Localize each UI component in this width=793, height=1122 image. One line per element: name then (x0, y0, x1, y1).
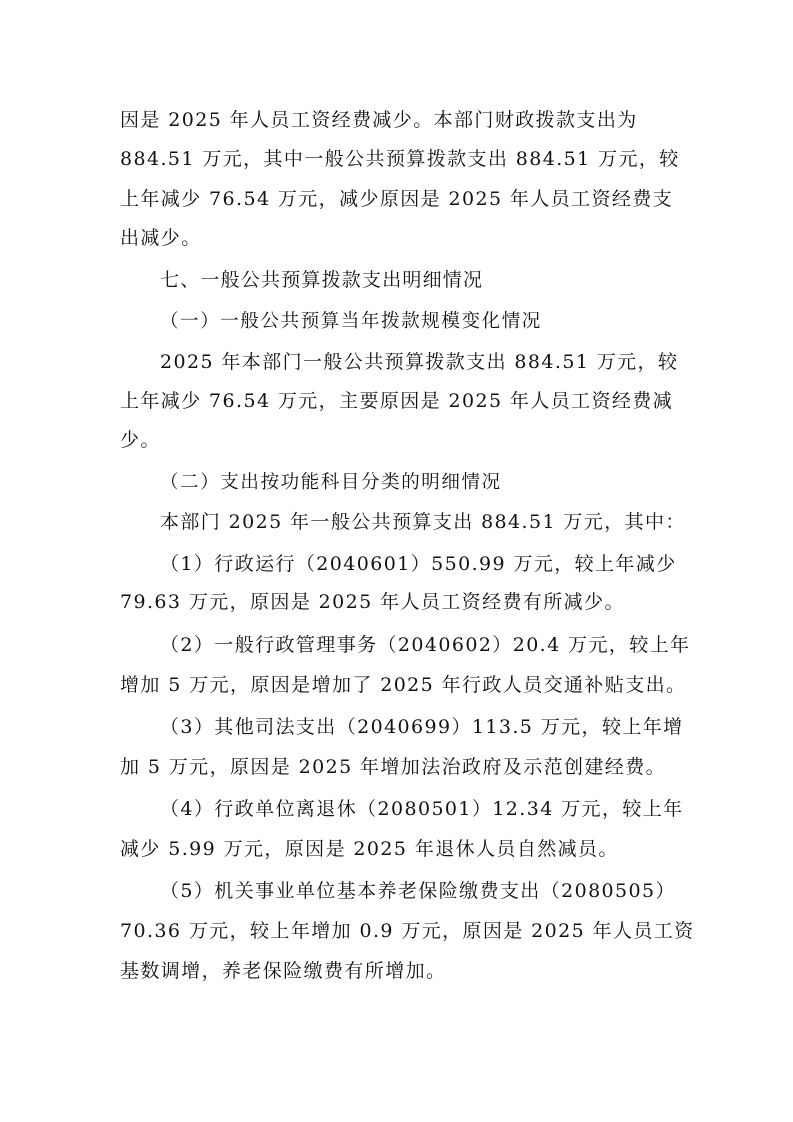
paragraph-line: 上年减少 76.54 万元，减少原因是 2025 年人员工资经费支 (120, 188, 674, 210)
section-heading: 七、一般公共预算拨款支出明细情况 (160, 269, 484, 291)
paragraph-line: 2025 年本部门一般公共预算拨款支出 884.51 万元，较 (160, 351, 679, 373)
paragraph-line: 上年减少 76.54 万元，主要原因是 2025 年人员工资经费减 (120, 390, 674, 412)
list-item-line: 基数调增，养老保险缴费有所增加。 (120, 960, 447, 982)
paragraph-line: 884.51 万元，其中一般公共预算拨款支出 884.51 万元，较 (120, 148, 680, 170)
list-item-line: 79.63 万元，原因是 2025 年人员工资经费有所减少。 (120, 591, 625, 613)
list-item-line: （4）行政单位离退休（2080501）12.34 万元，较上年 (160, 798, 684, 820)
list-item-line: （3）其他司法支出（2040699）113.5 万元，较上年增 (160, 716, 684, 738)
list-item-line: （2）一般行政管理事务（2040602）20.4 万元，较上年 (160, 634, 691, 656)
subsection-heading: （二）支出按功能科目分类的明细情况 (160, 472, 502, 493)
list-item-line: （5）机关事业单位基本养老保险缴费支出（2080505） (160, 880, 676, 902)
subsection-heading: （一）一般公共预算当年拨款规模变化情况 (160, 311, 542, 332)
list-item-line: 减少 5.99 万元，原因是 2025 年退休人员自然减员。 (120, 838, 619, 860)
list-item-line: 70.36 万元，较上年增加 0.9 万元，原因是 2025 年人员工资 (120, 920, 695, 942)
paragraph-line: 本部门 2025 年一般公共预算支出 884.51 万元，其中： (160, 511, 686, 533)
list-item-line: （1）行政运行（2040601）550.99 万元，较上年减少 (160, 553, 677, 575)
list-item-line: 增加 5 万元，原因是增加了 2025 年行政人员交通补贴支出。 (120, 674, 687, 696)
list-item-line: 加 5 万元，原因是 2025 年增加法治政府及示范创建经费。 (120, 756, 667, 778)
paragraph-line: 出减少。 (120, 227, 202, 249)
paragraph-line: 因是 2025 年人员工资经费减少。本部门财政拨款支出为 (120, 109, 638, 131)
paragraph-line: 少。 (120, 429, 161, 451)
